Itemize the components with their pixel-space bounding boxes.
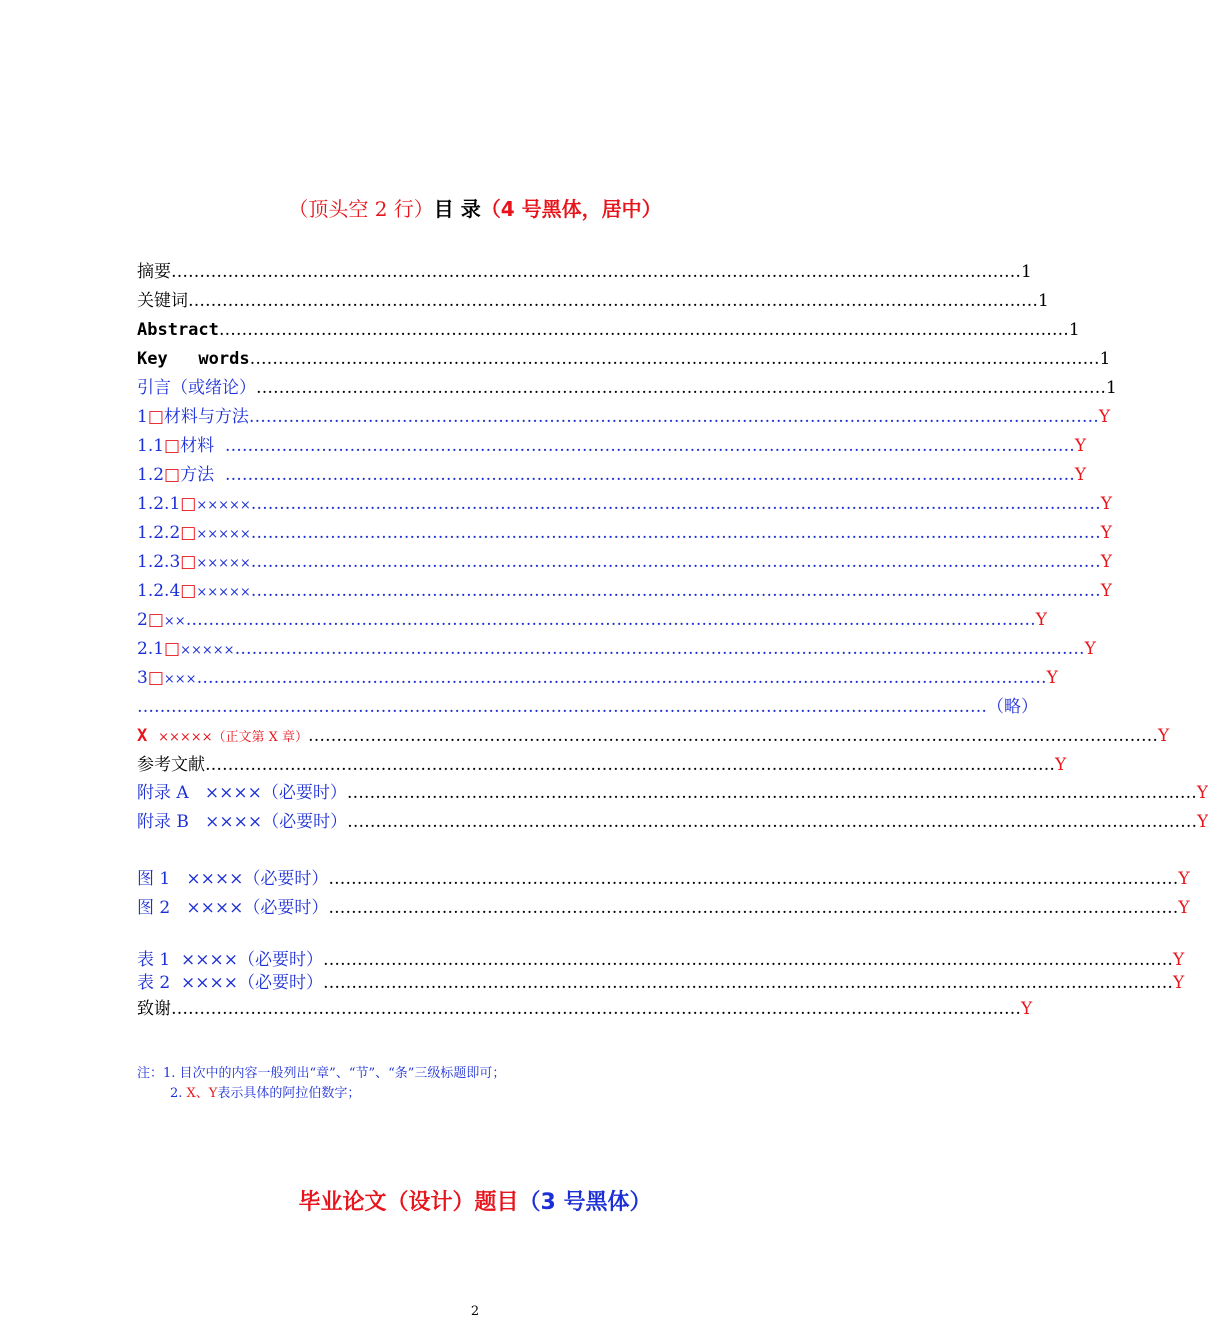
leader-dots: …………………………………………………………………………………………………………………………………… — [188, 291, 1038, 311]
title-main: 目 录 — [433, 197, 481, 221]
leader-dots: …………………………………………………………………………………………………………………………………… — [249, 349, 1100, 369]
leader-dots: …………………………………………………………………………………………………………………………………… — [248, 407, 1099, 427]
page-number: 2 — [470, 1304, 480, 1319]
toc-entry-subsection-1-2-3: 1.2.3□××××× …………………………………………………………………………………………………………………………………… Y — [137, 552, 1113, 572]
leader-dots: …………………………………………………………………………………………………………………………………… — [346, 783, 1197, 803]
toc-entry-table-1: 表 1 ××××（必要时） …………………………………………………………………………………………………………………………………… Y — [137, 950, 1185, 970]
title-suffix: （4 号黑体，居中） — [480, 197, 662, 221]
toc-entry-subsection-1-2-4: 1.2.4□××××× …………………………………………………………………………………………………………………………………… Y — [137, 581, 1113, 601]
leader-dots: …………………………………………………………………………………………………………………………………… — [250, 523, 1101, 543]
leader-dots: …………………………………………………………………………………………………………………………………… — [234, 639, 1085, 659]
leader-dots: …………………………………………………………………………………………………………………………………… — [250, 552, 1101, 572]
thesis-title: 毕业论文（设计）题目（3 号黑体） — [298, 1190, 652, 1215]
toc-entry-chapter-1: 1□材料与方法 …………………………………………………………………………………………………………………………………… Y — [137, 407, 1111, 427]
note-line-1: 注：1. 目次中的内容一般列出“章”、“节”、“条”三级标题即可； — [137, 1066, 506, 1081]
toc-entry-section-2-1: 2.1□××××× …………………………………………………………………………………………………………………………………… Y — [137, 639, 1096, 659]
note-line-2: 2. X、Y表示具体的阿拉伯数字； — [170, 1086, 361, 1101]
toc-entry-figure-1: 图 1 ××××（必要时） …………………………………………………………………………………………………………………………………… Y — [137, 869, 1190, 889]
leader-dots: …………………………………………………………………………………………………………………………………… — [323, 950, 1174, 970]
leader-dots: …………………………………………………………………………………………………………………………………… — [224, 436, 1075, 456]
leader-dots: …………………………………………………………………………………………………………………………………… — [137, 697, 987, 717]
leader-dots: …………………………………………………………………………………………………………………………………… — [328, 898, 1179, 918]
toc-entry-abstract-en: Abstract …………………………………………………………………………………………………………………………………… 1 — [137, 320, 1080, 340]
toc-entry-section-1-2: 1.2□方法 …………………………………………………………………………………………………………………………………… Y — [137, 465, 1087, 485]
toc-entry-chapter-x: X ×××××（正文第 X 章） …………………………………………………………………………………………………………………………………… Y — [137, 726, 1170, 746]
leader-dots: …………………………………………………………………………………………………………………………………… — [224, 465, 1075, 485]
leader-dots: …………………………………………………………………………………………………………………………………… — [218, 320, 1069, 340]
toc-entry-references: 参考文献 …………………………………………………………………………………………………………………………………… Y — [137, 755, 1067, 775]
toc-entry-omitted: …………………………………………………………………………………………………………………………………… （略） — [137, 697, 1038, 717]
toc-entry-acknowledgements: 致谢 …………………………………………………………………………………………………………………………………… Y — [137, 999, 1033, 1019]
leader-dots: …………………………………………………………………………………………………………………………………… — [171, 262, 1021, 282]
toc-entry-abstract-cn: 摘要 …………………………………………………………………………………………………………………………………… 1 — [137, 262, 1032, 282]
leader-dots: …………………………………………………………………………………………………………………………………… — [323, 973, 1174, 993]
toc-entry-introduction: 引言（或绪论） …………………………………………………………………………………………………………………………………… 1 — [137, 378, 1117, 398]
toc-entry-subsection-1-2-2: 1.2.2□××××× …………………………………………………………………………………………………………………………………… Y — [137, 523, 1113, 543]
leader-dots: …………………………………………………………………………………………………………………………………… — [328, 869, 1179, 889]
leader-dots: …………………………………………………………………………………………………………………………………… — [205, 755, 1055, 775]
toc-entry-keywords-en: Key words …………………………………………………………………………………………………………………………………… 1 — [137, 349, 1111, 369]
leader-dots: …………………………………………………………………………………………………………………………………… — [171, 999, 1021, 1019]
toc-entry-table-2: 表 2 ××××（必要时） …………………………………………………………………………………………………………………………………… Y — [137, 973, 1185, 993]
leader-dots: …………………………………………………………………………………………………………………………………… — [196, 668, 1047, 688]
toc-entry-chapter-3: 3□××× …………………………………………………………………………………………………………………………………… Y — [137, 668, 1058, 688]
toc-entry-subsection-1-2-1: 1.2.1□××××× …………………………………………………………………………………………………………………………………… Y — [137, 494, 1113, 514]
toc-entry-chapter-2: 2□×× …………………………………………………………………………………………………………………………………… Y — [137, 610, 1047, 630]
leader-dots: …………………………………………………………………………………………………………………………………… — [308, 726, 1159, 746]
toc-entry-appendix-a: 附录 A ××××（必要时） …………………………………………………………………………………………………………………………………… Y — [137, 783, 1208, 803]
toc-entry-section-1-1: 1.1□材料 …………………………………………………………………………………………………………………………………… Y — [137, 436, 1087, 456]
leader-dots: …………………………………………………………………………………………………………………………………… — [256, 378, 1106, 398]
leader-dots: …………………………………………………………………………………………………………………………………… — [185, 610, 1036, 630]
title-prefix: （顶头空 2 行） — [288, 197, 434, 221]
leader-dots: …………………………………………………………………………………………………………………………………… — [347, 812, 1198, 832]
toc-entry-appendix-b: 附录 B ××××（必要时） …………………………………………………………………………………………………………………………………… Y — [137, 812, 1208, 832]
toc-title — [0, 195, 950, 223]
toc-entry-keywords-cn: 关键词 …………………………………………………………………………………………………………………………………… 1 — [137, 291, 1049, 311]
leader-dots: …………………………………………………………………………………………………………………………………… — [250, 494, 1101, 514]
toc-entry-figure-2: 图 2 ××××（必要时） …………………………………………………………………………………………………………………………………… Y — [137, 898, 1190, 918]
leader-dots: …………………………………………………………………………………………………………………………………… — [250, 581, 1101, 601]
